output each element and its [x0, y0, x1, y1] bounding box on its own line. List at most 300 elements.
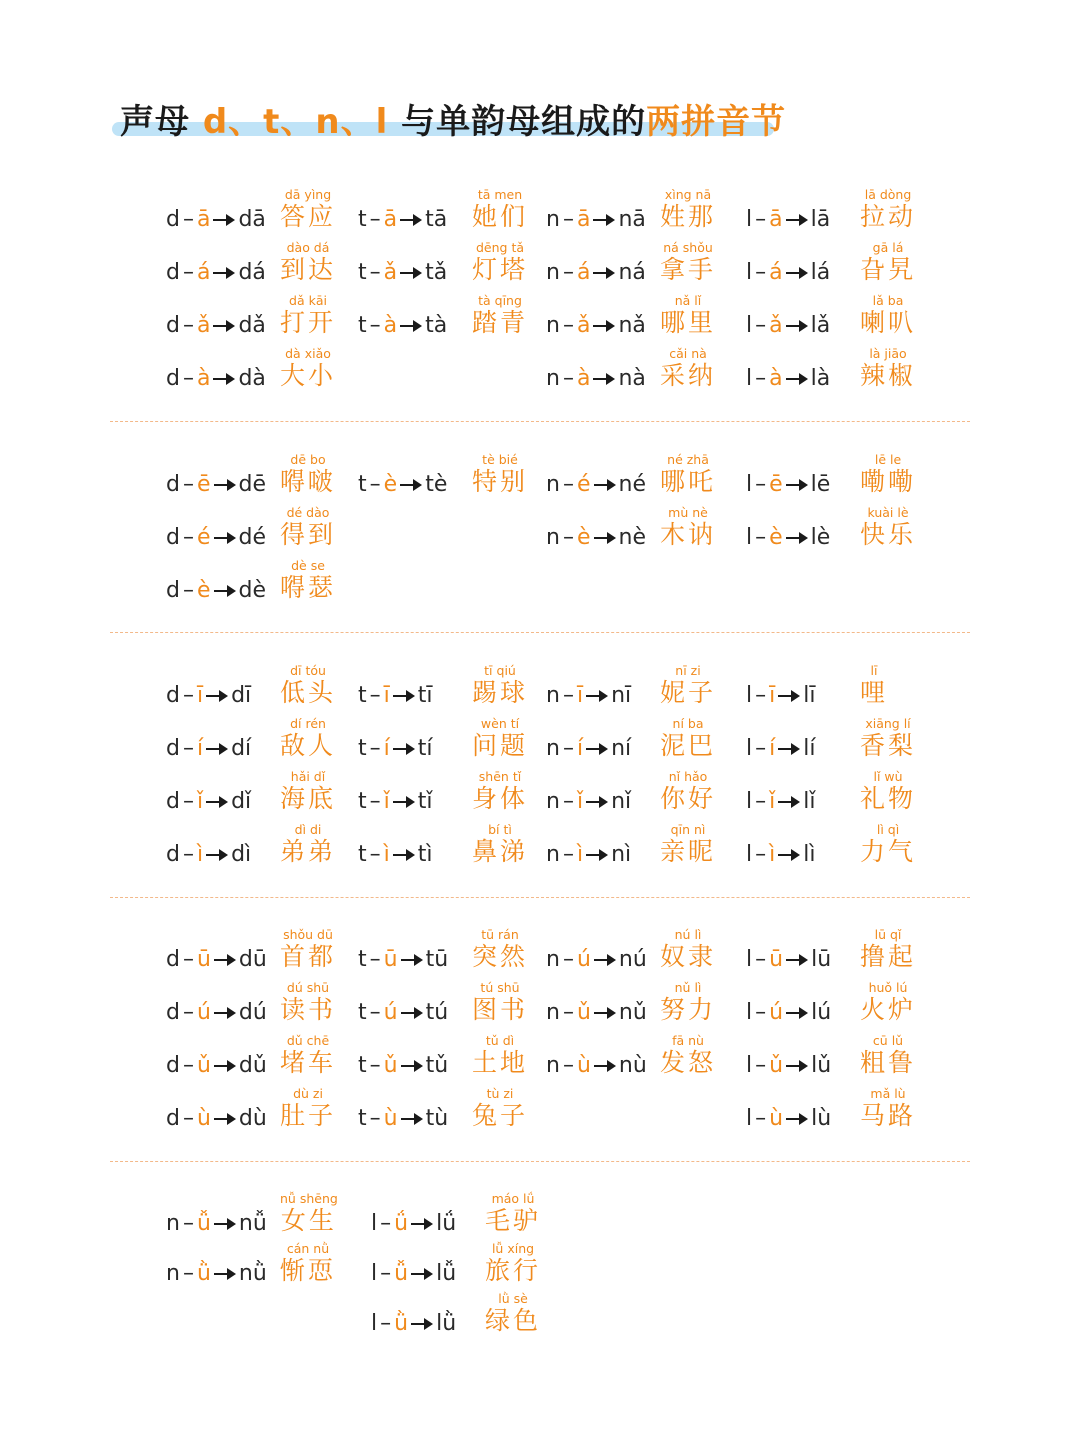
- example-word: [280, 505, 336, 550]
- word-pinyin: dēng tǎ: [475, 240, 525, 255]
- initial-letter: d: [166, 789, 180, 814]
- arrow-icon: [786, 1000, 808, 1026]
- example-word: [280, 558, 336, 603]
- final-vowel: á: [769, 260, 783, 285]
- section-divider: [110, 421, 970, 422]
- word-hanzi: 灯塔: [472, 255, 529, 284]
- example-word: [660, 505, 716, 550]
- initial-letter: n: [546, 789, 560, 814]
- syllable-result: dá: [238, 260, 266, 285]
- word-hanzi: 撸起: [860, 942, 917, 971]
- dash-sign: –: [182, 736, 194, 761]
- word-pinyin: qīn nì: [670, 822, 706, 837]
- word-hanzi: 答应: [280, 202, 337, 231]
- arrow-icon: [401, 1053, 423, 1079]
- example-word: [472, 716, 528, 761]
- word-hanzi: 哪吒: [660, 467, 717, 496]
- dash-sign: –: [182, 313, 194, 338]
- word-pinyin: dì di: [294, 822, 322, 837]
- final-vowel: à: [196, 366, 211, 391]
- initial-letter: t: [358, 260, 367, 285]
- word-pinyin: ná shǒu: [663, 240, 713, 255]
- word-pinyin: lǎ ba: [872, 293, 904, 308]
- syllable-formula: [546, 683, 631, 709]
- final-vowel: ǔ: [769, 1053, 784, 1078]
- arrow-icon: [400, 207, 422, 233]
- final-vowel: ǎ: [576, 313, 591, 338]
- arrow-icon: [786, 207, 808, 233]
- syllable-result: nā: [618, 207, 646, 232]
- final-vowel: ē: [196, 472, 211, 497]
- example-word: [280, 1033, 336, 1078]
- arrow-icon: [213, 207, 235, 233]
- initial-letter: t: [358, 472, 367, 497]
- word-hanzi: 惭恧: [280, 1256, 337, 1285]
- dash-sign: –: [182, 1000, 194, 1025]
- syllable-result: tā: [425, 207, 448, 232]
- dash-sign: –: [369, 789, 381, 814]
- word-hanzi: 毛驴: [485, 1206, 542, 1235]
- syllable-formula: [358, 472, 447, 498]
- dash-sign: –: [182, 683, 194, 708]
- syllable-result: dú: [238, 1000, 267, 1025]
- syllable-formula: [358, 789, 433, 815]
- initial-letter: d: [166, 366, 180, 391]
- final-vowel: ī: [769, 683, 776, 708]
- final-vowel: è: [576, 525, 591, 550]
- word-hanzi: 妮子: [660, 678, 717, 707]
- syllable-result: tù: [425, 1106, 449, 1131]
- arrow-icon: [594, 947, 616, 973]
- arrow-icon: [401, 947, 423, 973]
- syllable-formula: [546, 789, 631, 815]
- initial-letter: n: [166, 1211, 180, 1236]
- dash-sign: –: [369, 1053, 381, 1078]
- word-pinyin: nǐ hǎo: [668, 769, 708, 784]
- final-vowel: á: [576, 260, 591, 285]
- example-word: [472, 1033, 528, 1078]
- word-pinyin: lī: [870, 663, 878, 678]
- initial-letter: l: [746, 366, 753, 391]
- word-pinyin: lǜ sè: [498, 1291, 528, 1306]
- syllable-formula: [546, 472, 646, 498]
- final-vowel: ā: [383, 207, 398, 232]
- syllable-result: dù: [238, 1106, 267, 1131]
- syllable-result: lī: [803, 683, 816, 708]
- example-word: [280, 346, 336, 391]
- initial-letter: l: [746, 736, 753, 761]
- dash-sign: –: [562, 207, 574, 232]
- initial-letter: n: [546, 736, 560, 761]
- final-vowel: ù: [383, 1106, 398, 1131]
- initial-letter: l: [746, 260, 753, 285]
- initial-letter: t: [358, 947, 367, 972]
- initial-letter: n: [546, 207, 560, 232]
- syllable-formula: [166, 472, 266, 498]
- word-hanzi: 礼物: [860, 784, 917, 813]
- final-vowel: ǐ: [769, 789, 776, 814]
- arrow-icon: [213, 313, 235, 339]
- initial-letter: l: [746, 947, 753, 972]
- example-word: [660, 346, 716, 391]
- word-hanzi: 突然: [472, 942, 529, 971]
- word-pinyin: lē le: [874, 452, 902, 467]
- word-pinyin: tū rán: [481, 927, 519, 942]
- syllable-result: lū: [811, 947, 832, 972]
- word-hanzi: 姓那: [660, 202, 717, 231]
- initial-letter: l: [746, 207, 753, 232]
- final-vowel: è: [769, 525, 783, 550]
- word-hanzi: 嘚瑟: [280, 573, 337, 602]
- syllable-result: tí: [417, 736, 433, 761]
- syllable-result: tè: [425, 472, 448, 497]
- dash-sign: –: [755, 947, 767, 972]
- title-middle: 与单韵母组成的: [388, 102, 647, 142]
- word-hanzi: 旅行: [485, 1256, 542, 1285]
- dash-sign: –: [182, 947, 194, 972]
- example-word: [485, 1191, 541, 1236]
- final-vowel: í: [196, 736, 204, 761]
- final-vowel: ē: [769, 472, 783, 497]
- word-hanzi: 火炉: [860, 995, 917, 1024]
- initial-letter: l: [746, 313, 753, 338]
- dash-sign: –: [755, 1000, 767, 1025]
- initial-letter: n: [546, 947, 560, 972]
- syllable-result: dā: [238, 207, 266, 232]
- final-vowel: í: [576, 736, 584, 761]
- arrow-icon: [400, 260, 422, 286]
- section-divider: [110, 632, 970, 633]
- initial-letter: l: [746, 1053, 753, 1078]
- dash-sign: –: [562, 842, 574, 867]
- word-pinyin: hǎi dǐ: [290, 769, 326, 784]
- syllable-formula: [746, 736, 815, 762]
- syllable-result: dǐ: [231, 789, 252, 814]
- example-word: [472, 927, 528, 972]
- word-hanzi: 采纳: [660, 361, 717, 390]
- arrow-icon: [786, 947, 808, 973]
- syllable-result: nǐ: [611, 789, 632, 814]
- word-pinyin: tī qiú: [484, 663, 516, 678]
- word-hanzi: 你好: [660, 784, 717, 813]
- example-word: [280, 452, 336, 497]
- syllable-result: dì: [231, 842, 252, 867]
- word-pinyin: lǚ xíng: [491, 1241, 535, 1256]
- example-word: [280, 663, 336, 708]
- arrow-icon: [214, 1000, 236, 1026]
- word-hanzi: 她们: [472, 202, 529, 231]
- dash-sign: –: [182, 789, 194, 814]
- syllable-formula: [546, 366, 646, 392]
- syllable-result: tī: [417, 683, 433, 708]
- word-hanzi: 努力: [660, 995, 717, 1024]
- final-vowel: ā: [196, 207, 211, 232]
- syllable-formula: [546, 525, 646, 551]
- example-word: [280, 927, 336, 972]
- dash-sign: –: [755, 207, 767, 232]
- syllable-result: nǜ: [238, 1261, 267, 1286]
- example-word: [280, 187, 336, 232]
- final-vowel: ǎ: [196, 313, 211, 338]
- initial-letter: t: [358, 1053, 367, 1078]
- final-vowel: ì: [383, 842, 390, 867]
- example-word: [472, 663, 528, 708]
- arrow-icon: [206, 683, 228, 709]
- word-pinyin: dà xiǎo: [285, 346, 331, 361]
- word-pinyin: dú shū: [286, 980, 330, 995]
- example-word: [280, 240, 336, 285]
- example-word: [472, 1086, 528, 1131]
- example-word: [860, 293, 916, 338]
- example-word: [660, 769, 716, 814]
- initial-letter: t: [358, 313, 367, 338]
- syllable-formula: [358, 1106, 448, 1132]
- arrow-icon: [401, 1106, 423, 1132]
- word-hanzi: 喇叭: [860, 308, 917, 337]
- syllable-result: dé: [238, 525, 267, 550]
- initial-letter: d: [166, 736, 180, 761]
- syllable-formula: [546, 1053, 647, 1079]
- syllable-result: lǐ: [803, 789, 816, 814]
- word-pinyin: tú shū: [480, 980, 520, 995]
- arrow-icon: [214, 1106, 236, 1132]
- arrow-icon: [214, 525, 236, 551]
- arrow-icon: [206, 736, 228, 762]
- word-pinyin: dào dá: [286, 240, 330, 255]
- initial-letter: n: [546, 366, 560, 391]
- syllable-formula: [746, 207, 830, 233]
- final-vowel: é: [576, 472, 591, 497]
- dash-sign: –: [369, 1106, 381, 1131]
- initial-letter: l: [746, 789, 753, 814]
- word-pinyin: cán nǜ: [286, 1241, 330, 1256]
- final-vowel: ú: [196, 1000, 211, 1025]
- syllable-formula: [746, 525, 830, 551]
- arrow-icon: [594, 1000, 616, 1026]
- dash-sign: –: [562, 1053, 574, 1078]
- final-vowel: ì: [769, 842, 776, 867]
- word-hanzi: 力气: [860, 837, 917, 866]
- example-word: [660, 663, 716, 708]
- syllable-formula: [358, 260, 447, 286]
- word-pinyin: dā yìng: [284, 187, 332, 202]
- initial-letter: n: [546, 1053, 560, 1078]
- dash-sign: –: [182, 842, 194, 867]
- initial-letter: n: [546, 1000, 560, 1025]
- example-word: [860, 1033, 916, 1078]
- example-word: [280, 980, 336, 1025]
- initial-letter: t: [358, 683, 367, 708]
- dash-sign: –: [182, 260, 194, 285]
- example-word: [860, 769, 916, 814]
- word-hanzi: 拉动: [860, 202, 917, 231]
- initial-letter: l: [371, 1311, 378, 1336]
- final-vowel: ú: [383, 1000, 398, 1025]
- dash-sign: –: [182, 1211, 194, 1236]
- dash-sign: –: [755, 260, 767, 285]
- word-hanzi: 踏青: [472, 308, 529, 337]
- syllable-formula: [746, 1053, 831, 1079]
- dash-sign: –: [369, 683, 381, 708]
- word-pinyin: nī zi: [675, 663, 701, 678]
- arrow-icon: [213, 366, 235, 392]
- arrow-icon: [593, 366, 615, 392]
- initial-letter: l: [746, 1000, 753, 1025]
- word-pinyin: nú lì: [674, 927, 702, 942]
- arrow-icon: [786, 313, 808, 339]
- syllable-result: dǎ: [238, 313, 266, 338]
- example-word: [660, 822, 716, 867]
- arrow-icon: [786, 1106, 808, 1132]
- title-block: [112, 92, 787, 144]
- word-hanzi: 奴隶: [660, 942, 717, 971]
- final-vowel: ǔ: [383, 1053, 398, 1078]
- initial-letter: d: [166, 578, 180, 603]
- initial-letter: t: [358, 207, 367, 232]
- dash-sign: –: [369, 313, 381, 338]
- dash-sign: –: [369, 1000, 381, 1025]
- initial-letter: d: [166, 1106, 180, 1131]
- syllable-formula: [546, 260, 646, 286]
- syllable-formula: [546, 947, 647, 973]
- syllable-result: nú: [618, 947, 647, 972]
- final-vowel: ǎ: [383, 260, 398, 285]
- final-vowel: ú: [576, 947, 591, 972]
- final-vowel: ī: [383, 683, 390, 708]
- section-divider: [110, 897, 970, 898]
- word-pinyin: dē bo: [290, 452, 326, 467]
- final-vowel: ǚ: [394, 1261, 409, 1286]
- word-hanzi: 到达: [280, 255, 337, 284]
- syllable-result: lā: [810, 207, 831, 232]
- initial-letter: n: [546, 683, 560, 708]
- example-word: [485, 1241, 541, 1286]
- initial-letter: n: [546, 313, 560, 338]
- example-word: [860, 346, 916, 391]
- word-pinyin: dí rén: [290, 716, 326, 731]
- syllable-formula: [166, 789, 251, 815]
- arrow-icon: [213, 260, 235, 286]
- dash-sign: –: [562, 683, 574, 708]
- syllable-formula: [166, 207, 266, 233]
- title-highlight: 两拼音节: [646, 102, 787, 142]
- syllable-formula: [166, 947, 267, 973]
- example-word: [860, 240, 916, 285]
- syllable-formula: [358, 947, 448, 973]
- word-pinyin: lā dòng: [864, 187, 912, 202]
- initial-letter: d: [166, 1000, 180, 1025]
- word-hanzi: 读书: [280, 995, 337, 1024]
- final-vowel: é: [196, 525, 211, 550]
- word-pinyin: tǔ dì: [485, 1033, 515, 1048]
- arrow-icon: [594, 525, 616, 551]
- example-word: [660, 980, 716, 1025]
- section-divider: [110, 1161, 970, 1162]
- word-pinyin: là jiāo: [869, 346, 907, 361]
- final-vowel: ī: [576, 683, 584, 708]
- word-hanzi: 香梨: [860, 731, 917, 760]
- final-vowel: ǜ: [196, 1261, 211, 1286]
- final-vowel: è: [383, 472, 398, 497]
- word-pinyin: gā lá: [872, 240, 904, 255]
- syllable-result: dū: [238, 947, 267, 972]
- word-hanzi: 哩: [860, 678, 889, 707]
- arrow-icon: [214, 1261, 236, 1287]
- example-word: [485, 1291, 541, 1336]
- initial-letter: t: [358, 842, 367, 867]
- syllable-formula: [746, 366, 830, 392]
- syllable-formula: [166, 1211, 267, 1237]
- example-word: [472, 452, 528, 497]
- arrow-icon: [778, 736, 800, 762]
- final-vowel: è: [196, 578, 211, 603]
- initial-letter: l: [371, 1211, 378, 1236]
- word-pinyin: tà qīng: [478, 293, 522, 308]
- example-word: [472, 769, 528, 814]
- arrow-icon: [214, 1211, 236, 1237]
- syllable-result: dà: [238, 366, 266, 391]
- dash-sign: –: [182, 366, 194, 391]
- arrow-icon: [393, 842, 415, 868]
- dash-sign: –: [182, 207, 194, 232]
- initial-letter: d: [166, 472, 180, 497]
- arrow-icon: [393, 789, 415, 815]
- dash-sign: –: [562, 789, 574, 814]
- dash-sign: –: [755, 1053, 767, 1078]
- syllable-formula: [166, 1000, 267, 1026]
- arrow-icon: [778, 789, 800, 815]
- syllable-result: tà: [425, 313, 448, 338]
- final-vowel: ǔ: [196, 1053, 211, 1078]
- syllable-formula: [746, 472, 830, 498]
- syllable-formula: [166, 578, 266, 604]
- word-pinyin: máo lǘ: [491, 1191, 535, 1206]
- dash-sign: –: [755, 789, 767, 814]
- final-vowel: í: [769, 736, 776, 761]
- syllable-result: nì: [611, 842, 632, 867]
- dash-sign: –: [182, 1053, 194, 1078]
- initial-letter: n: [546, 842, 560, 867]
- dash-sign: –: [562, 366, 574, 391]
- example-word: [860, 505, 916, 550]
- word-hanzi: 女生: [280, 1206, 337, 1235]
- initial-letter: l: [746, 472, 753, 497]
- dash-sign: –: [755, 736, 767, 761]
- arrow-icon: [593, 260, 615, 286]
- word-hanzi: 大小: [280, 361, 337, 390]
- syllable-formula: [358, 1000, 448, 1026]
- syllable-result: nī: [611, 683, 632, 708]
- syllable-result: tú: [425, 1000, 449, 1025]
- word-hanzi: 图书: [472, 995, 529, 1024]
- word-pinyin: fā nù: [672, 1033, 704, 1048]
- final-vowel: à: [383, 313, 398, 338]
- initial-letter: n: [546, 260, 560, 285]
- word-hanzi: 踢球: [472, 678, 529, 707]
- syllable-formula: [358, 313, 447, 339]
- example-word: [280, 1241, 336, 1286]
- word-hanzi: 亲昵: [660, 837, 717, 866]
- syllable-result: tǔ: [425, 1053, 449, 1078]
- word-pinyin: shǒu dū: [283, 927, 333, 942]
- syllable-formula: [166, 683, 251, 709]
- word-hanzi: 发怒: [660, 1048, 717, 1077]
- word-pinyin: nǎ lǐ: [674, 293, 702, 308]
- final-vowel: à: [576, 366, 591, 391]
- syllable-result: lí: [803, 736, 816, 761]
- example-word: [280, 769, 336, 814]
- example-word: [860, 663, 888, 708]
